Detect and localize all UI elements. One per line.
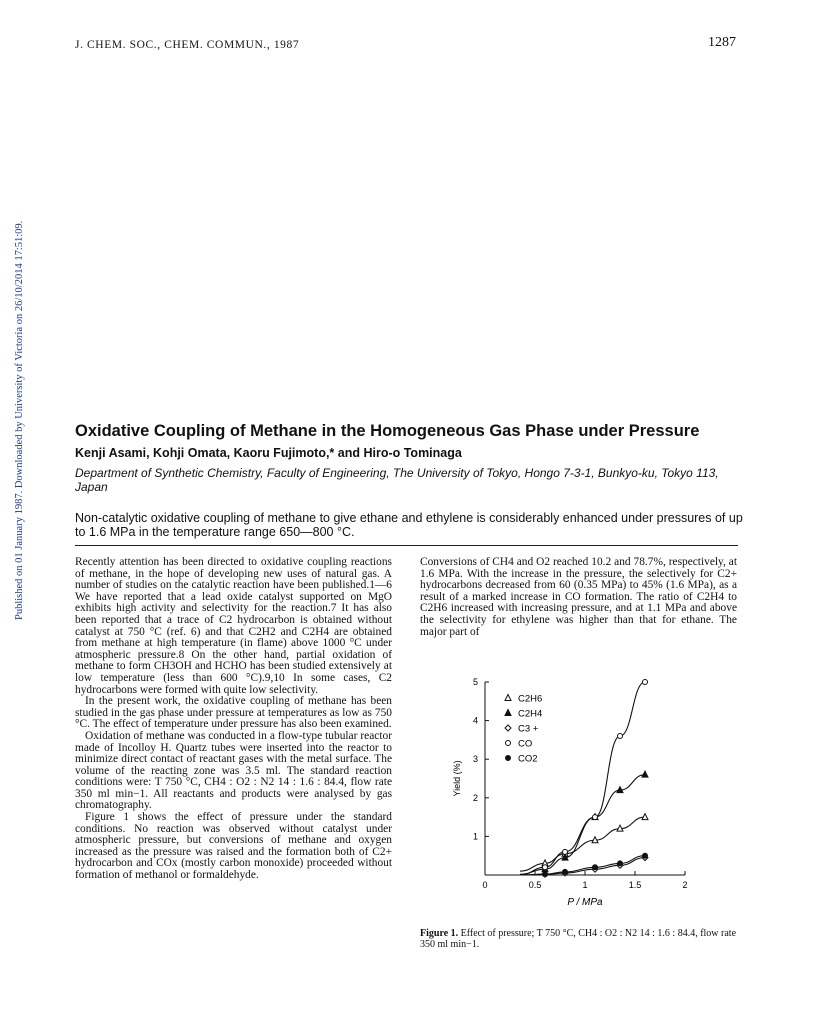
legend-marker-c2h4 <box>505 710 511 716</box>
legend-marker-c2h6 <box>505 695 511 701</box>
x-tick-label: 0 <box>482 880 488 890</box>
data-point-co2 <box>618 861 623 866</box>
figure-caption-text: Effect of pressure; T 750 °C, CH4 : O2 : N2 14 : 1.6 : 84.4, flow rate 350 ml min−1. <box>420 928 737 950</box>
yield-vs-pressure-chart <box>440 670 720 920</box>
data-point-co <box>593 815 598 820</box>
y-tick-label: 4 <box>472 715 478 726</box>
figure-label: Figure 1. <box>420 928 459 939</box>
body-paragraph: In the present work, the oxidative coupling of methane has been studied in the gas phase under pressure at temperatures as low as 750 °C. The effect of temperature under pressure has also been examined. <box>75 695 392 731</box>
legend-label-co: CO <box>518 738 533 750</box>
body-column-right <box>420 557 737 638</box>
figure-1 <box>440 670 720 920</box>
legend-label-c2h4: C2H4 <box>518 708 543 720</box>
legend-marker-co <box>506 741 511 746</box>
x-tick-label: 2 <box>682 880 688 890</box>
section-divider <box>75 545 738 546</box>
body-column-left <box>75 557 392 882</box>
figure-caption <box>420 928 740 950</box>
data-point-co2 <box>593 865 598 870</box>
author-list: Kenji Asami, Kohji Omata, Kaoru Fujimoto,* and Hiro-o Tominaga <box>75 446 462 460</box>
data-point-c2h6 <box>642 814 648 820</box>
data-point-co <box>543 865 548 870</box>
article-title: Oxidative Coupling of Methane in the Homogeneous Gas Phase under Pressure <box>75 422 700 440</box>
data-point-co <box>643 680 648 685</box>
author-affiliation: Department of Synthetic Chemistry, Faculty of Engineering, The University of Tokyo, Hongo 7-3-1, Bunkyo-ku, Tokyo 113, Japan <box>75 466 719 494</box>
download-provenance-link[interactable]: Published on 01 January 1987. Downloaded by University of Victoria on 26/10/2014 17:51:09. <box>14 220 25 620</box>
legend-marker-co2 <box>506 756 511 761</box>
legend-label-c2h6: C2H6 <box>518 693 543 705</box>
body-paragraph: Figure 1 shows the effect of pressure under the standard conditions. No reaction was observed without catalyst under atmospheric pressure, but conversions of methane and oxygen increased as the pressure was raised and the formation both of C2+ hydrocarbon and COx (mostly carbon monoxide) proceeded without formation of methanol or formaldehyde. <box>75 811 392 882</box>
running-header-journal: J. CHEM. SOC., CHEM. COMMUN., 1987 <box>75 39 300 51</box>
data-point-c2h4 <box>642 771 648 777</box>
body-paragraph: Conversions of CH4 and O2 reached 10.2 and 78.7%, respectively, at 1.6 MPa. With the increase in the pressure, the selectively for C2+ hydrocarbons decreased from 60 (0.35 MPa) to 45% (1.6 MPa), as a result of a marked increase in CO formation. The ratio of C2H4 to C2H6 increased with increasing pressure, and at 1.1 MPa and above the selectivity for ethylene was higher than that for ethane. The major part of <box>420 556 737 638</box>
series-line-c3 <box>520 858 645 875</box>
y-tick-label: 5 <box>472 677 478 687</box>
data-point-co2 <box>563 869 568 874</box>
body-paragraph: Recently attention has been directed to oxidative coupling reactions of methane, in the hope of developing new uses of natural gas. A number of studies on the catalytic reaction have been published.1—6 We have reported that a lead oxide catalyst supported on MgO exhibits high activity and selectivity for the reaction.7 It has also been reported that a trace of C2 hydrocarbon is obtained without catalyst at 750 °C (ref. 6) and that C2H2 and C2H4 are obtained from methane at high temperature (in flame) above 1000 °C under atmospheric pressure.8 On the other hand, partial oxidation of methane to form CH3OH and HCHO has been studied extensively at low temperature (less than 600 °C).9,10 In some cases, C2 hydrocarbons were formed with quite low selectivity. <box>75 556 392 696</box>
series-line-c2h6 <box>520 817 645 871</box>
x-tick-label: 0.5 <box>528 880 542 890</box>
legend-label-c3: C3 + <box>518 723 539 735</box>
x-tick-label: 1.5 <box>628 880 642 890</box>
series-line-c2h4 <box>520 775 645 875</box>
y-tick-label: 2 <box>472 792 478 803</box>
data-point-co2 <box>543 872 548 877</box>
legend-marker-c3 <box>505 725 511 731</box>
y-axis-label: Yield (%) <box>452 760 462 797</box>
data-point-co <box>563 849 568 854</box>
y-tick-label: 1 <box>472 831 478 842</box>
data-point-co <box>618 734 623 739</box>
series-line-co2 <box>520 856 645 875</box>
body-paragraph: Oxidation of methane was conducted in a flow-type tubular reactor made of Incolloy H. Quartz tubes were inserted into the reactor to minimize direct contact of reactant gases with the metal surface. The volume of the reacting zone was 3.5 ml. The standard reaction conditions were: T 750 °C, CH4 : O2 : N2 14 : 1.6 : 84.4, flow rate 350 ml min−1. All reactants and products were analysed by gas chromatography. <box>75 729 392 812</box>
x-tick-label: 1 <box>582 880 588 890</box>
abstract: Non-catalytic oxidative coupling of methane to give ethane and ethylene is considerably enhanced under pressures of up to 1.6 MPa in the temperature range 650—800 °C. <box>75 511 743 539</box>
y-tick-label: 3 <box>472 754 478 765</box>
data-point-co2 <box>643 853 648 858</box>
page-number: 1287 <box>708 35 736 50</box>
legend-label-co2: CO2 <box>518 753 538 765</box>
x-axis-label: P / MPa <box>567 897 603 908</box>
